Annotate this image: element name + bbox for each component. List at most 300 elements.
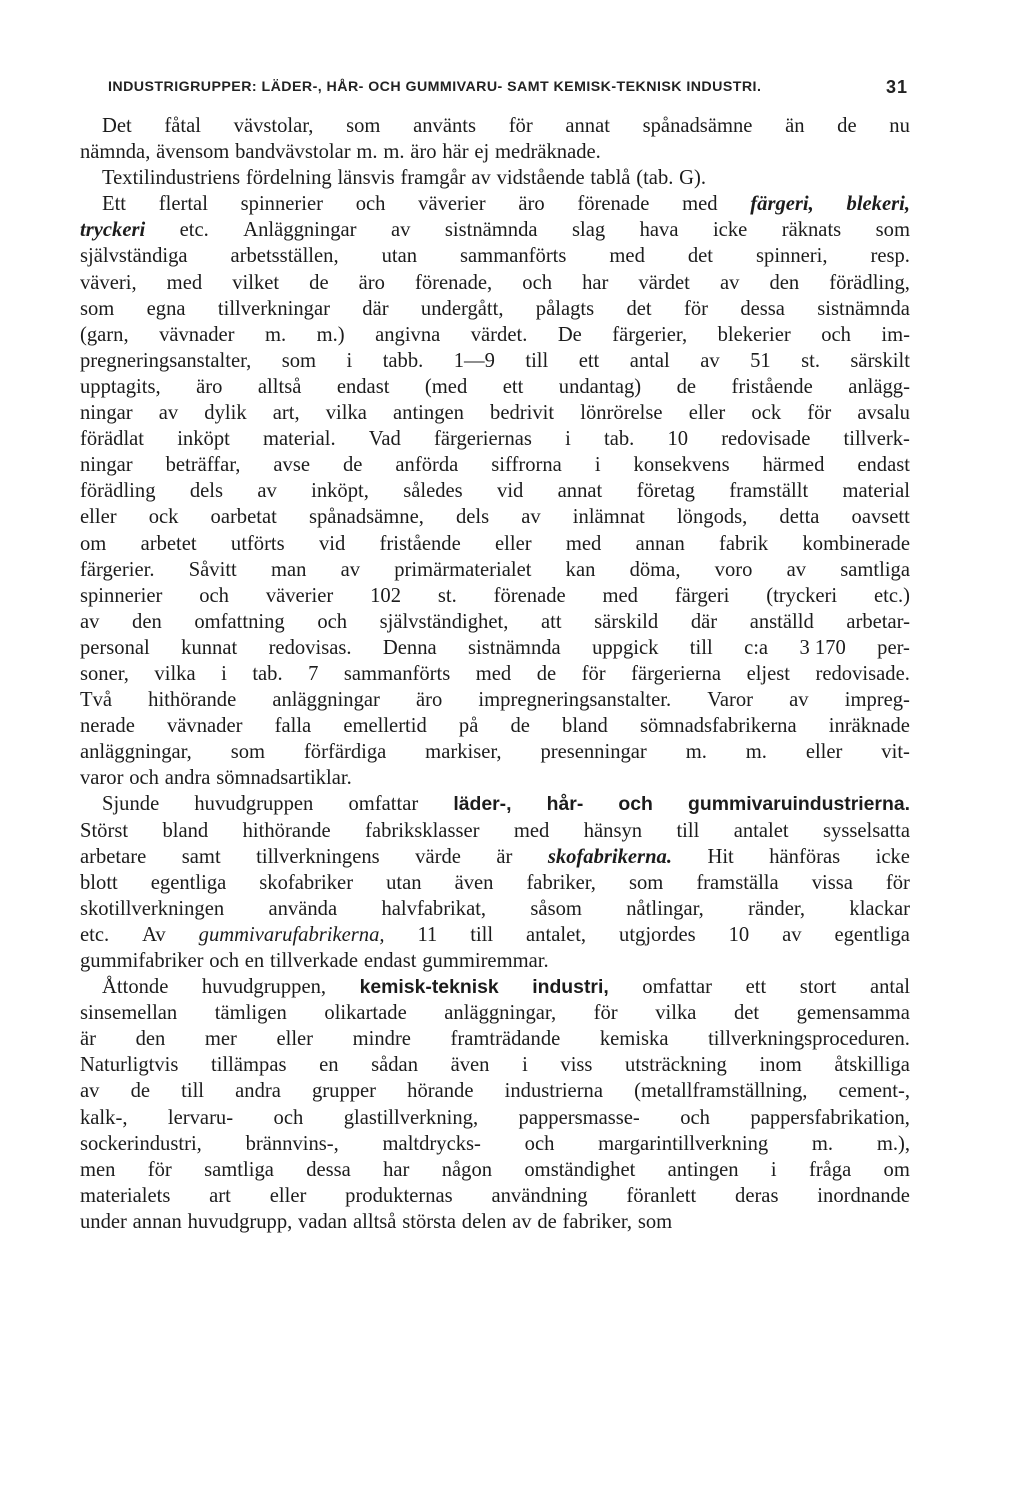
word: viss bbox=[560, 1054, 593, 1077]
word: im- bbox=[881, 323, 910, 346]
text-line bbox=[80, 870, 910, 896]
word: att bbox=[540, 610, 562, 633]
word: primärmaterialet bbox=[394, 558, 532, 581]
word: tillverkade bbox=[270, 950, 359, 972]
text-line bbox=[80, 818, 910, 844]
word: till bbox=[470, 923, 494, 946]
word: till bbox=[525, 349, 549, 372]
text-line bbox=[80, 426, 910, 452]
word: detta bbox=[779, 506, 820, 529]
word: tillverkningar bbox=[217, 297, 330, 320]
word: nu bbox=[889, 115, 910, 137]
word: m. bbox=[745, 741, 767, 764]
word: framträdande bbox=[450, 1028, 561, 1051]
word: inom bbox=[759, 1054, 802, 1077]
word: av bbox=[471, 167, 491, 190]
word: vilka bbox=[154, 662, 196, 685]
word: 7 bbox=[308, 662, 319, 685]
word: materialets bbox=[80, 1184, 171, 1207]
word: mindre bbox=[352, 1028, 411, 1051]
word: arbetar- bbox=[846, 610, 910, 633]
word: tablå bbox=[590, 167, 631, 190]
word: spånadsämne, bbox=[308, 506, 424, 529]
word: impregneringsanstalter. bbox=[478, 689, 672, 712]
word: förädlat bbox=[80, 428, 145, 451]
text-line bbox=[80, 1157, 910, 1183]
word: utan bbox=[381, 245, 418, 268]
word: värdet bbox=[638, 271, 690, 294]
word: i bbox=[522, 1054, 528, 1077]
word: framgår bbox=[400, 167, 466, 190]
word: hörande bbox=[407, 1080, 474, 1103]
word: fabriksklasser bbox=[365, 819, 480, 842]
word: etc. bbox=[80, 923, 110, 946]
word: huvudgruppen bbox=[194, 793, 314, 816]
text-line bbox=[80, 191, 910, 217]
word: medräknade. bbox=[495, 141, 601, 164]
word: annat bbox=[557, 480, 603, 503]
word: blott bbox=[80, 871, 118, 894]
word: fördelning bbox=[245, 167, 332, 190]
word: som bbox=[637, 1210, 673, 1233]
word: sinsemellan bbox=[80, 1002, 178, 1025]
word: oarbetat bbox=[210, 506, 277, 529]
word: men bbox=[80, 1158, 116, 1181]
word: självständighet, bbox=[379, 610, 509, 633]
word: samtliga bbox=[840, 558, 910, 581]
text-line bbox=[80, 583, 910, 609]
word: pålagts bbox=[535, 297, 595, 320]
word: av bbox=[80, 610, 100, 633]
word: spinnerier bbox=[240, 193, 323, 216]
word: av bbox=[80, 1080, 100, 1103]
word: Hit bbox=[707, 845, 734, 868]
word: ningar bbox=[80, 454, 133, 477]
word: hava bbox=[639, 219, 679, 242]
word: bland bbox=[162, 819, 209, 842]
word: har bbox=[582, 271, 609, 294]
text-line bbox=[80, 922, 910, 948]
word: (metallframställning, bbox=[634, 1080, 808, 1103]
word: de bbox=[510, 715, 530, 738]
word: spinnerier bbox=[80, 584, 163, 607]
word: av bbox=[782, 923, 802, 946]
word: tämligen bbox=[214, 1002, 287, 1025]
word: här bbox=[442, 141, 469, 164]
word: utsträckning bbox=[625, 1054, 727, 1077]
word: industri, bbox=[532, 976, 609, 999]
word: för bbox=[683, 297, 708, 320]
word: eller bbox=[805, 741, 843, 764]
word: av bbox=[390, 219, 411, 242]
word: där bbox=[690, 610, 718, 633]
word: av bbox=[719, 271, 740, 294]
word: ränder, bbox=[748, 897, 806, 920]
word: av bbox=[158, 402, 179, 425]
word: såsom bbox=[530, 897, 582, 920]
word: för bbox=[581, 662, 606, 685]
word: i bbox=[346, 349, 353, 372]
word: länsvis bbox=[337, 167, 395, 190]
word: den bbox=[132, 610, 162, 633]
word: antingen bbox=[393, 402, 464, 425]
word: av bbox=[521, 506, 541, 529]
word: m. bbox=[383, 141, 405, 164]
word: 1—9 bbox=[453, 349, 495, 372]
word: fråga bbox=[808, 1158, 852, 1181]
word: färgerier. bbox=[80, 558, 155, 581]
word: användning bbox=[491, 1184, 588, 1207]
word: värdet. bbox=[470, 323, 528, 346]
word: grupper bbox=[312, 1080, 377, 1103]
word: kunnat bbox=[181, 636, 238, 659]
word: kalk-, bbox=[80, 1106, 128, 1129]
word: för bbox=[807, 402, 832, 425]
word: dessa bbox=[740, 297, 785, 320]
word: vissa bbox=[811, 871, 853, 894]
word: egentliga bbox=[150, 871, 227, 894]
word: annat bbox=[565, 115, 610, 137]
text-line bbox=[80, 713, 910, 739]
word: (garn, bbox=[80, 323, 129, 346]
word: det bbox=[626, 297, 652, 320]
word: klackar bbox=[849, 897, 910, 920]
word: vadan bbox=[298, 1210, 348, 1233]
word: och bbox=[618, 793, 653, 816]
word: sammanförts bbox=[460, 245, 567, 268]
word: av bbox=[789, 689, 809, 712]
word: förenade bbox=[577, 193, 650, 216]
word: även bbox=[450, 1054, 490, 1077]
word: upptagits, bbox=[80, 375, 161, 398]
word: kemiska bbox=[599, 1028, 669, 1051]
word: emellertid bbox=[343, 715, 427, 738]
word: en bbox=[244, 950, 265, 972]
word: sistnämnda bbox=[468, 636, 561, 659]
word: bland bbox=[562, 715, 608, 738]
word: oavsett bbox=[851, 506, 910, 529]
word: äro bbox=[410, 141, 437, 164]
word: omfattning bbox=[194, 610, 285, 633]
text-line bbox=[80, 1052, 910, 1078]
word: gummifabriker bbox=[80, 950, 204, 972]
word: egna bbox=[146, 297, 186, 320]
word: och bbox=[209, 950, 240, 972]
word: 10 bbox=[728, 923, 750, 946]
word: man bbox=[270, 558, 307, 581]
word: färgeri bbox=[674, 584, 730, 607]
word: till bbox=[676, 819, 700, 842]
word: antalet bbox=[733, 819, 789, 842]
word: annan bbox=[132, 1210, 182, 1233]
word: sockerindustri, bbox=[80, 1132, 202, 1155]
word: halvfabrikat, bbox=[381, 897, 487, 920]
word: egentliga bbox=[834, 923, 910, 946]
word: antingen bbox=[667, 1158, 739, 1181]
word: redovisade. bbox=[815, 662, 910, 685]
word: för bbox=[147, 1158, 172, 1181]
word: gemensamma bbox=[796, 1002, 910, 1025]
word: döma, bbox=[629, 558, 681, 581]
word: än bbox=[785, 115, 805, 137]
word: Denna bbox=[382, 636, 437, 659]
word: de bbox=[676, 375, 697, 398]
body-text bbox=[80, 113, 910, 1235]
word: nämnda, bbox=[80, 141, 151, 164]
word: vilket bbox=[232, 271, 280, 294]
word: (tab. bbox=[636, 167, 674, 190]
text-line bbox=[80, 504, 910, 530]
word: om bbox=[883, 1158, 910, 1181]
text-line bbox=[80, 165, 910, 191]
word: färgerierna bbox=[631, 662, 722, 685]
word: kemisk-teknisk bbox=[359, 976, 499, 999]
word: olikartade bbox=[324, 1002, 407, 1025]
word: räknats bbox=[781, 219, 842, 242]
word: soner, bbox=[80, 662, 129, 685]
word: och bbox=[273, 1106, 304, 1129]
text-line bbox=[80, 1026, 910, 1052]
text-line bbox=[80, 791, 910, 817]
word: endast bbox=[857, 454, 910, 477]
word: de bbox=[130, 1080, 150, 1103]
word: tab. bbox=[252, 662, 283, 685]
word: impreg- bbox=[844, 689, 910, 712]
text-line bbox=[80, 1131, 910, 1157]
word: som bbox=[875, 219, 910, 242]
word: i bbox=[565, 428, 571, 451]
word: tillämpas bbox=[210, 1054, 287, 1077]
page-number: 31 bbox=[885, 77, 908, 97]
word: stort bbox=[799, 976, 837, 999]
word: med bbox=[609, 245, 645, 268]
word: antal bbox=[629, 349, 670, 372]
word: åtskilliga bbox=[834, 1054, 910, 1077]
word: för bbox=[593, 1002, 618, 1025]
word: färgeri, bbox=[750, 193, 814, 216]
word: gummiremmar. bbox=[422, 950, 549, 972]
word: sömnadsartiklar. bbox=[216, 767, 352, 790]
word: uppgick bbox=[592, 636, 659, 659]
word: även bbox=[454, 871, 494, 894]
word: använts bbox=[413, 115, 477, 137]
word: tillverk- bbox=[843, 428, 910, 451]
word: slag bbox=[571, 219, 606, 242]
word: fristående bbox=[731, 375, 813, 398]
text-line bbox=[80, 217, 910, 243]
text-line bbox=[80, 974, 910, 1000]
word: och bbox=[524, 1132, 555, 1155]
word: anläggningar, bbox=[80, 741, 192, 764]
word: sådan bbox=[371, 1054, 418, 1077]
word: värde bbox=[415, 845, 461, 868]
word: brännvins-, bbox=[245, 1132, 339, 1155]
word: Naturligtvis bbox=[80, 1054, 179, 1077]
word: omfattar bbox=[348, 793, 419, 816]
word: gummivaruindustrierna. bbox=[688, 793, 910, 816]
word: arbetet bbox=[140, 532, 197, 555]
text-line bbox=[80, 452, 910, 478]
text-line bbox=[80, 844, 910, 870]
word: för bbox=[885, 871, 910, 894]
word: Textilindustriens bbox=[102, 167, 241, 190]
running-header bbox=[108, 77, 908, 101]
word: gummivarufabrikerna, bbox=[198, 923, 385, 946]
word: arbetare bbox=[80, 845, 147, 868]
word: om bbox=[80, 532, 107, 555]
text-line bbox=[80, 374, 910, 400]
text-line bbox=[80, 296, 910, 322]
word: de bbox=[309, 271, 329, 294]
word: mer bbox=[204, 1028, 237, 1051]
word: någon bbox=[441, 1158, 493, 1181]
word: tab. bbox=[603, 428, 635, 451]
word: med bbox=[513, 819, 550, 842]
word: produkternas bbox=[345, 1184, 453, 1207]
word: anställd bbox=[749, 610, 814, 633]
word: omständighet bbox=[524, 1158, 636, 1181]
word: självständiga bbox=[80, 245, 188, 268]
word: vilka bbox=[655, 1002, 697, 1025]
word: vävnader bbox=[159, 323, 235, 346]
word: som bbox=[346, 115, 381, 137]
word: anförda bbox=[395, 454, 459, 477]
word: fabrik bbox=[719, 532, 769, 555]
word: konsekvens bbox=[633, 454, 730, 477]
word: utgjordes bbox=[619, 923, 696, 946]
word: m.) bbox=[316, 323, 345, 346]
word: med bbox=[602, 584, 638, 607]
word: art, bbox=[272, 402, 300, 425]
word: således bbox=[403, 480, 463, 503]
word: väverier bbox=[418, 193, 486, 216]
word: de bbox=[537, 1210, 557, 1233]
word: deras bbox=[735, 1184, 779, 1207]
text-line bbox=[80, 1000, 910, 1026]
word: sistnämnda bbox=[817, 297, 910, 320]
word: siffrorna bbox=[491, 454, 562, 477]
word: material. bbox=[263, 428, 336, 451]
word: cement-, bbox=[838, 1080, 910, 1103]
word: fabriker, bbox=[562, 1210, 633, 1233]
word: c:a bbox=[744, 636, 769, 659]
running-header-title: INDUSTRIGRUPPER: LÄDER-, HÅR- OCH GUMMIVARU- SAMT KEMISK-TEKNISK INDUSTRI. bbox=[108, 79, 762, 95]
word: icke bbox=[875, 845, 910, 868]
word: det bbox=[733, 1002, 760, 1025]
word: eller bbox=[276, 1028, 314, 1051]
word: äro bbox=[196, 375, 223, 398]
word: inräknade bbox=[828, 715, 910, 738]
word: väverier bbox=[265, 584, 334, 607]
word: De bbox=[557, 323, 582, 346]
word: skofabrikerna. bbox=[547, 845, 672, 868]
word: 51 bbox=[750, 349, 771, 372]
word: som bbox=[230, 741, 266, 764]
text-line bbox=[80, 765, 910, 791]
word: endast bbox=[363, 950, 417, 972]
word: samtliga bbox=[204, 1158, 274, 1181]
word: ock bbox=[148, 506, 179, 529]
word: hithörande bbox=[148, 689, 237, 712]
word: eller bbox=[80, 506, 117, 529]
word: material bbox=[842, 480, 910, 503]
word: ej bbox=[474, 141, 490, 164]
word: sammanförts bbox=[343, 662, 451, 685]
word: sistnämnda bbox=[444, 219, 538, 242]
word: flertal bbox=[158, 193, 208, 216]
word: pappersfabrikation, bbox=[750, 1106, 910, 1129]
word: per- bbox=[877, 636, 910, 659]
word: lervaru- bbox=[167, 1106, 234, 1129]
text-line bbox=[80, 739, 910, 765]
word: endast bbox=[336, 375, 390, 398]
word: Två bbox=[80, 689, 113, 712]
word: härmed bbox=[762, 454, 825, 477]
word: Anläggningar bbox=[243, 219, 357, 242]
word: st. bbox=[437, 584, 457, 607]
text-line bbox=[80, 687, 910, 713]
word: blekeri, bbox=[846, 193, 910, 216]
word: inköpt bbox=[177, 428, 230, 451]
word: vidstående bbox=[496, 167, 585, 190]
text-line bbox=[80, 661, 910, 687]
word: bedrivit bbox=[490, 402, 555, 425]
word: pregneringsanstalter, bbox=[80, 349, 252, 372]
word: m. bbox=[685, 741, 707, 764]
word: etc.) bbox=[873, 584, 910, 607]
word: omfattar bbox=[642, 976, 713, 999]
word: annan bbox=[635, 532, 685, 555]
word: tryckeri bbox=[80, 219, 146, 242]
word: Vad bbox=[368, 428, 401, 451]
word: alltså bbox=[352, 1210, 397, 1233]
word: framställa bbox=[696, 871, 779, 894]
word: vävnader bbox=[167, 715, 243, 738]
word: spånadsämne bbox=[642, 115, 753, 137]
text-line bbox=[80, 348, 910, 374]
word: icke bbox=[712, 219, 748, 242]
word: redovisas. bbox=[268, 636, 352, 659]
text-line bbox=[80, 896, 910, 922]
word: den bbox=[135, 1028, 166, 1051]
text-line bbox=[80, 1078, 910, 1104]
word: använda bbox=[268, 897, 338, 920]
word: sömnadsfabrikerna bbox=[639, 715, 797, 738]
word: i bbox=[594, 454, 601, 477]
text-line bbox=[80, 557, 910, 583]
word: av bbox=[512, 1210, 532, 1233]
word: största bbox=[402, 1210, 456, 1233]
word: spinneri, bbox=[756, 245, 828, 268]
word: blekerier bbox=[717, 323, 791, 346]
word: anläggningar, bbox=[444, 1002, 557, 1025]
word: andra bbox=[235, 1080, 281, 1103]
text-line bbox=[80, 322, 910, 348]
word: skofabriker bbox=[259, 871, 354, 894]
word: hänföras bbox=[769, 845, 841, 868]
word: som bbox=[281, 349, 317, 372]
word: industrierna bbox=[504, 1080, 603, 1103]
word: särskilt bbox=[850, 349, 910, 372]
word: som bbox=[80, 297, 115, 320]
word: ett bbox=[578, 349, 600, 372]
word: anläggningar bbox=[272, 689, 380, 712]
word: m.), bbox=[876, 1132, 910, 1155]
word: i bbox=[770, 1158, 777, 1181]
text-line bbox=[80, 243, 910, 269]
word: G). bbox=[679, 167, 707, 190]
word: en bbox=[319, 1054, 339, 1077]
